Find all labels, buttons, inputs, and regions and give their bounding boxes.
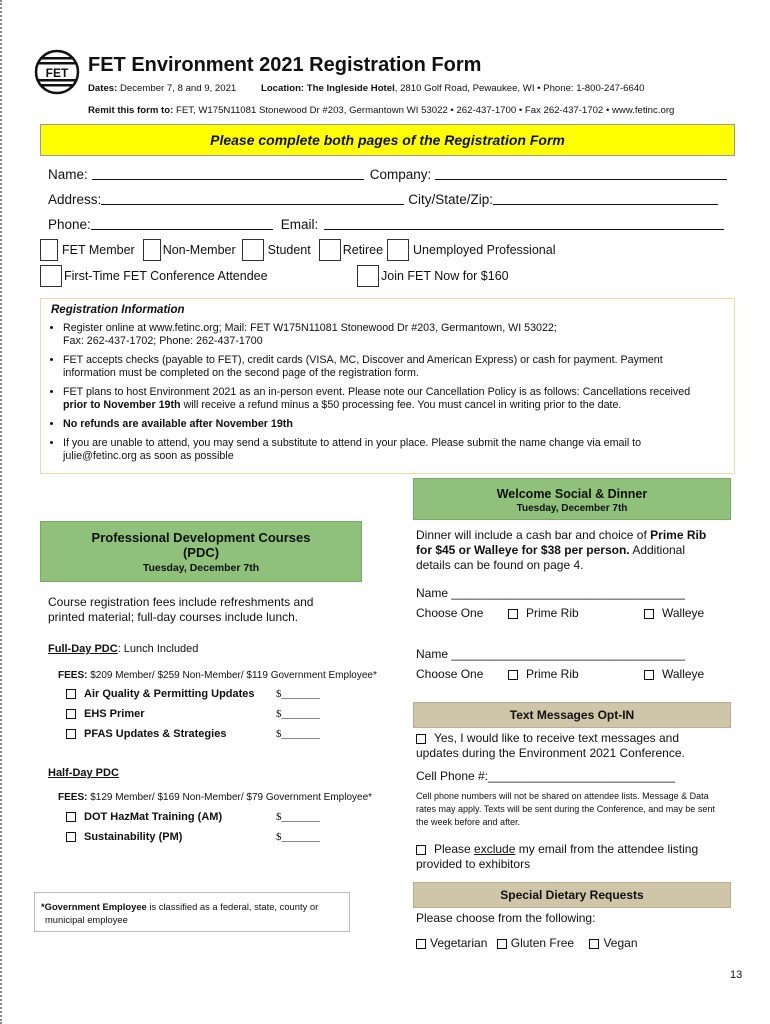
vegan-option[interactable]: Vegan [589, 936, 637, 950]
remit-line: Remit this form to: FET, W175N11081 Stonewood Dr #203, Germantown WI 53022 • 262-437-1700 • Fax 262-437-1702 • www.fetinc.org [88, 105, 675, 116]
pdc-title: Professional Development Courses [91, 530, 311, 545]
checkbox-icon[interactable] [66, 709, 76, 719]
fee-blank-pfas[interactable]: $_______ [276, 728, 320, 740]
checkbox-icon[interactable] [644, 670, 654, 680]
half-day-heading: Half-Day PDC [48, 767, 119, 779]
info-bullet-substitute: • If you are unable to attend, you may send a substitute to attend in your place. Please submit the name change via email to julie@fetinc.org as soon as possible [63, 437, 734, 463]
first-time-checkbox[interactable] [40, 265, 62, 287]
registration-info-title: Registration Information [51, 304, 185, 316]
checkbox-icon[interactable] [416, 734, 426, 744]
dinner-choice-row-1: Choose One Prime Rib Walleye [416, 606, 705, 620]
full-day-heading: Full-Day PDC: Lunch Included [48, 643, 199, 655]
student-checkbox[interactable] [242, 239, 264, 261]
checkbox-icon[interactable] [66, 689, 76, 699]
checkbox-icon[interactable] [416, 845, 426, 855]
checkbox-icon[interactable] [497, 939, 507, 949]
fet-member-checkbox[interactable] [40, 239, 58, 261]
form-title: FET Environment 2021 Registration Form [88, 54, 482, 76]
social-title: Welcome Social & Dinner [496, 487, 648, 501]
phone-label: Phone: [48, 217, 91, 232]
gluten-free-option[interactable]: Gluten Free [497, 936, 574, 950]
half-day-fees: FEES: $129 Member/ $169 Non-Member/ $79 Government Employee* [58, 792, 373, 803]
dinner-choice-row-2: Choose One Prime Rib Walleye [416, 667, 705, 681]
info-bullet-cancellation: • FET plans to host Environment 2021 as an in-person event. Please note our Cancellation Policy is as follows: Cancellations received prior to November 19th will receive a refund minus a $50 processing fee. You must cancel in writing prior to the date. [63, 386, 734, 412]
pdc-item-ehs-primer[interactable]: EHS Primer [66, 708, 145, 720]
text-optin-fine-print: Cell phone numbers will not be shared on attendee lists. Message & Data rates may apply. Texts will be sent during the Conference, and may be sent the week before and after. [416, 791, 715, 827]
government-employee-note: *Government Employee is classified as a federal, state, county or municipal employee [34, 892, 350, 932]
text-optin-header [413, 702, 731, 728]
registration-info-box [40, 298, 735, 474]
checkbox-icon[interactable] [66, 812, 76, 822]
email-label: Email: [280, 217, 319, 232]
dinner-name-field-1[interactable]: Name ___________________________________ [416, 586, 685, 600]
walleye-option-2[interactable]: Walleye [644, 667, 704, 682]
fee-blank-ehs[interactable]: $_______ [276, 708, 320, 720]
fee-blank-dot[interactable]: $_______ [276, 811, 320, 823]
text-optin-yes[interactable]: Yes, I would like to receive text messages and updates during the Environment 2021 Conference. [416, 731, 685, 760]
first-time-label: First-Time FET Conference Attendee [64, 269, 268, 283]
unemployed-checkbox[interactable] [387, 239, 409, 261]
company-label: Company: [369, 167, 432, 182]
non-member-checkbox[interactable] [143, 239, 161, 261]
page-number: 13 [730, 969, 743, 981]
address-row [48, 190, 718, 207]
email-field[interactable] [324, 215, 724, 230]
full-day-fees: FEES: $209 Member/ $259 Non-Member/ $119 Government Employee* [58, 670, 377, 681]
checkbox-icon[interactable] [508, 670, 518, 680]
walleye-option-1[interactable]: Walleye [644, 606, 704, 621]
pdc-item-air-quality[interactable]: Air Quality & Permitting Updates [66, 688, 255, 700]
social-header [413, 478, 731, 520]
checkbox-icon[interactable] [416, 939, 426, 949]
retiree-checkbox[interactable] [319, 239, 341, 261]
join-row [357, 265, 509, 287]
complete-both-pages-banner: Please complete both pages of the Registration Form [40, 124, 735, 156]
address-field[interactable] [101, 190, 404, 205]
name-field[interactable] [92, 165, 364, 180]
dietary-title: Special Dietary Requests [500, 888, 644, 902]
retiree-label: Retiree [342, 243, 384, 257]
prime-rib-option-1[interactable]: Prime Rib [508, 606, 579, 621]
svg-text:FET: FET [45, 66, 69, 80]
checkbox-icon[interactable] [508, 609, 518, 619]
join-checkbox[interactable] [357, 265, 379, 287]
pdc-date: Tuesday, December 7th [142, 562, 260, 574]
pdc-item-pfas[interactable]: PFAS Updates & Strategies [66, 728, 226, 740]
info-bullet-payment: • FET accepts checks (payable to FET), credit cards (VISA, MC, Discover and American Express) or cash for payment. Payment information must be completed on the second page of the registration form. [63, 354, 734, 380]
dietary-prompt: Please choose from the following: [416, 911, 596, 925]
checkbox-icon[interactable] [589, 939, 599, 949]
pdc-item-sustainability[interactable]: Sustainability (PM) [66, 831, 182, 843]
fet-member-label: FET Member [62, 243, 135, 257]
prime-rib-option-2[interactable]: Prime Rib [508, 667, 579, 682]
exclude-email-option[interactable]: Please exclude my email from the attendee listing provided to exhibitors [416, 842, 699, 871]
name-label: Name: [48, 167, 88, 182]
social-date: Tuesday, December 7th [516, 503, 628, 514]
vegetarian-option[interactable]: Vegetarian [416, 936, 487, 950]
name-company-row [48, 165, 727, 182]
pdc-intro: Course registration fees include refreshments and printed material; full-day courses include lunch. [48, 595, 314, 624]
cell-phone-field[interactable]: Cell Phone #:____________________________ [416, 769, 675, 783]
phone-email-row [48, 215, 724, 232]
pdc-item-dot-hazmat[interactable]: DOT HazMat Training (AM) [66, 811, 222, 823]
city-label: City/State/Zip: [408, 192, 494, 207]
dietary-options-row [416, 936, 638, 951]
page-edge-dotted-line [0, 0, 2, 1024]
checkbox-icon[interactable] [66, 832, 76, 842]
info-bullet-register: • Register online at www.fetinc.org; Mail: FET W175N11081 Stonewood Dr #203, Germantown, WI 53022; Fax: 262-437-1702; Phone: 262-437-1700 [63, 322, 734, 348]
event-details-line: Dates: December 7, 8 and 9, 2021 Location: The Ingleside Hotel, 2810 Golf Road, Pewaukee, WI • Phone: 1-800-247-6640 [88, 83, 645, 94]
company-field[interactable] [435, 165, 727, 180]
address-label: Address: [48, 192, 102, 207]
first-time-row [40, 265, 268, 287]
phone-field[interactable] [91, 215, 273, 230]
unemployed-label: Unemployed Professional [413, 243, 556, 257]
membership-options-row [40, 239, 555, 261]
checkbox-icon[interactable] [66, 729, 76, 739]
dietary-header [413, 882, 731, 908]
pdc-header [40, 521, 362, 582]
pdc-abbrev: (PDC) [182, 545, 220, 560]
fet-logo [34, 49, 80, 95]
non-member-label: Non-Member [162, 243, 236, 257]
social-description: Dinner will include a cash bar and choice of Prime Rib for $45 or Walleye for $38 per person. Additional details can be found on page 4. [416, 528, 707, 572]
checkbox-icon[interactable] [644, 609, 654, 619]
fee-blank-sustainability[interactable]: $_______ [276, 831, 320, 843]
dinner-name-field-2[interactable]: Name ___________________________________ [416, 647, 685, 661]
fee-blank-air-quality[interactable]: $_______ [276, 688, 320, 700]
info-bullet-no-refunds: • No refunds are available after November 19th [63, 418, 734, 431]
city-state-zip-field[interactable] [493, 190, 718, 205]
student-label: Student [267, 243, 311, 257]
text-optin-title: Text Messages Opt-IN [509, 708, 635, 722]
join-label: Join FET Now for $160 [381, 269, 509, 283]
